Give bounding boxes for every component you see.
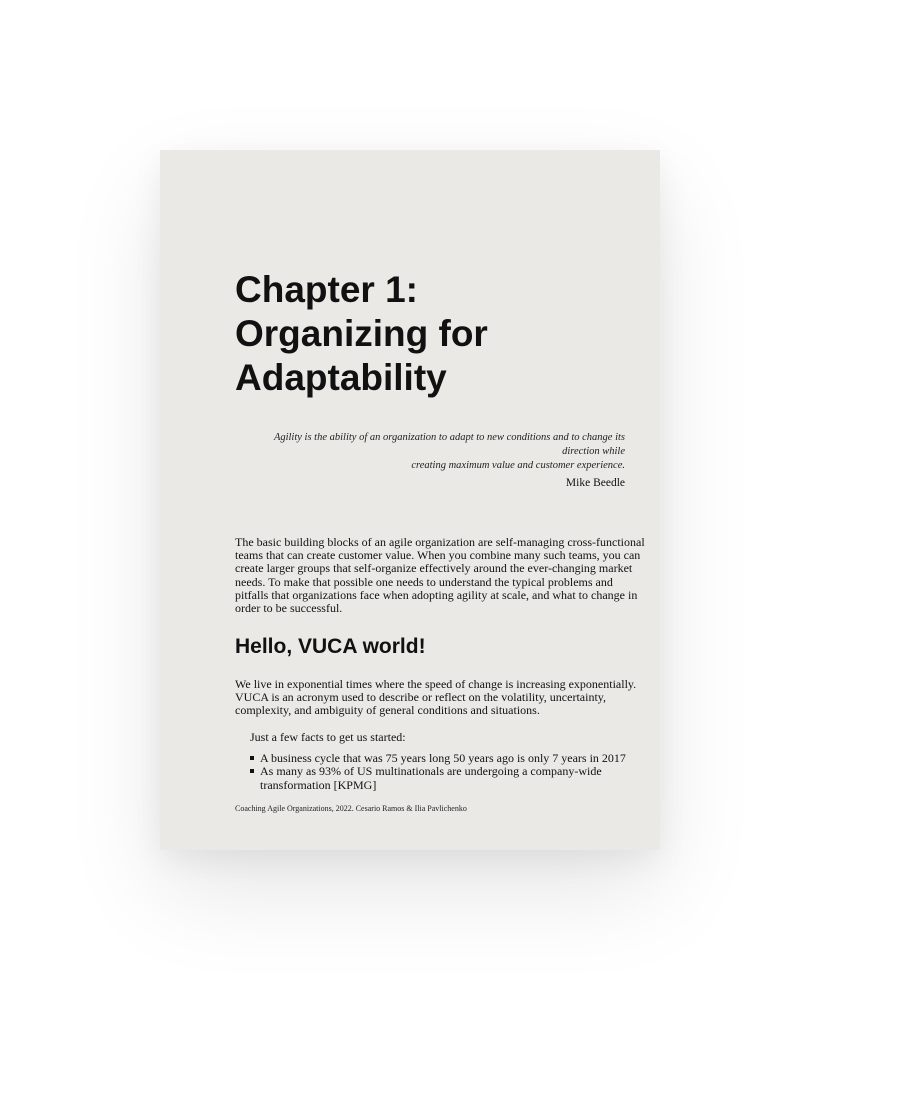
intro-line: create larger groups that self-organize effectively around the ever-changing market: [235, 561, 633, 576]
list-item-text: [260, 765, 625, 791]
intro-line: pitfalls that organizations face when adopting agility at scale, and what to change in: [235, 587, 638, 602]
chapter-title-line: Adaptability: [235, 357, 447, 398]
page-content: [235, 268, 645, 792]
square-bullet-icon: [250, 756, 254, 760]
chapter-title-line: Chapter 1:: [235, 269, 418, 310]
chapter-title: [235, 268, 625, 400]
vuca-line: complexity, and ambiguity of general conditions and situations.: [235, 703, 540, 718]
square-bullet-icon: [250, 769, 254, 773]
list-item: [250, 765, 625, 791]
epigraph-line: Agility is the ability of an organization to adapt to new conditions and to change its direction while: [273, 432, 625, 457]
intro-line: order to be successful.: [235, 601, 343, 616]
book-page: [160, 150, 660, 850]
vuca-line: VUCA is an acronym used to describe or reflect on the volatility, uncertainty,: [235, 689, 607, 704]
epigraph-author: Mike Beedle: [565, 477, 625, 489]
facts-intro: Just a few facts to get us started:: [250, 730, 406, 745]
facts-list: [235, 752, 625, 792]
intro-paragraph: [235, 535, 645, 616]
vuca-line: We live in exponential times where the speed of change is increasing exponentially.: [235, 676, 637, 691]
epigraph-quote: [235, 431, 625, 473]
list-item-line: transformation [KPMG]: [260, 777, 377, 792]
vuca-paragraph: [235, 676, 637, 718]
chapter-title-line: Organizing for: [235, 313, 488, 354]
intro-line: needs. To make that possible one needs to understand the typical problems and: [235, 574, 613, 589]
list-item-line: A business cycle that was 75 years long 50 years ago is only 7 years in 2017: [260, 751, 626, 766]
intro-line: teams that can create customer value. When you combine many such teams, you can: [235, 548, 641, 563]
list-item-line: As many as 93% of US multinationals are undergoing a company-wide: [260, 764, 602, 779]
intro-line: The basic building blocks of an agile organization are self-managing cross-functional: [235, 535, 645, 549]
epigraph-line: creating maximum value and customer experience.: [411, 460, 625, 471]
section-heading: Hello, VUCA world!: [235, 635, 426, 659]
page-footer: Coaching Agile Organizations, 2022. Cesario Ramos & Ilia Pavlichenko: [235, 804, 467, 813]
